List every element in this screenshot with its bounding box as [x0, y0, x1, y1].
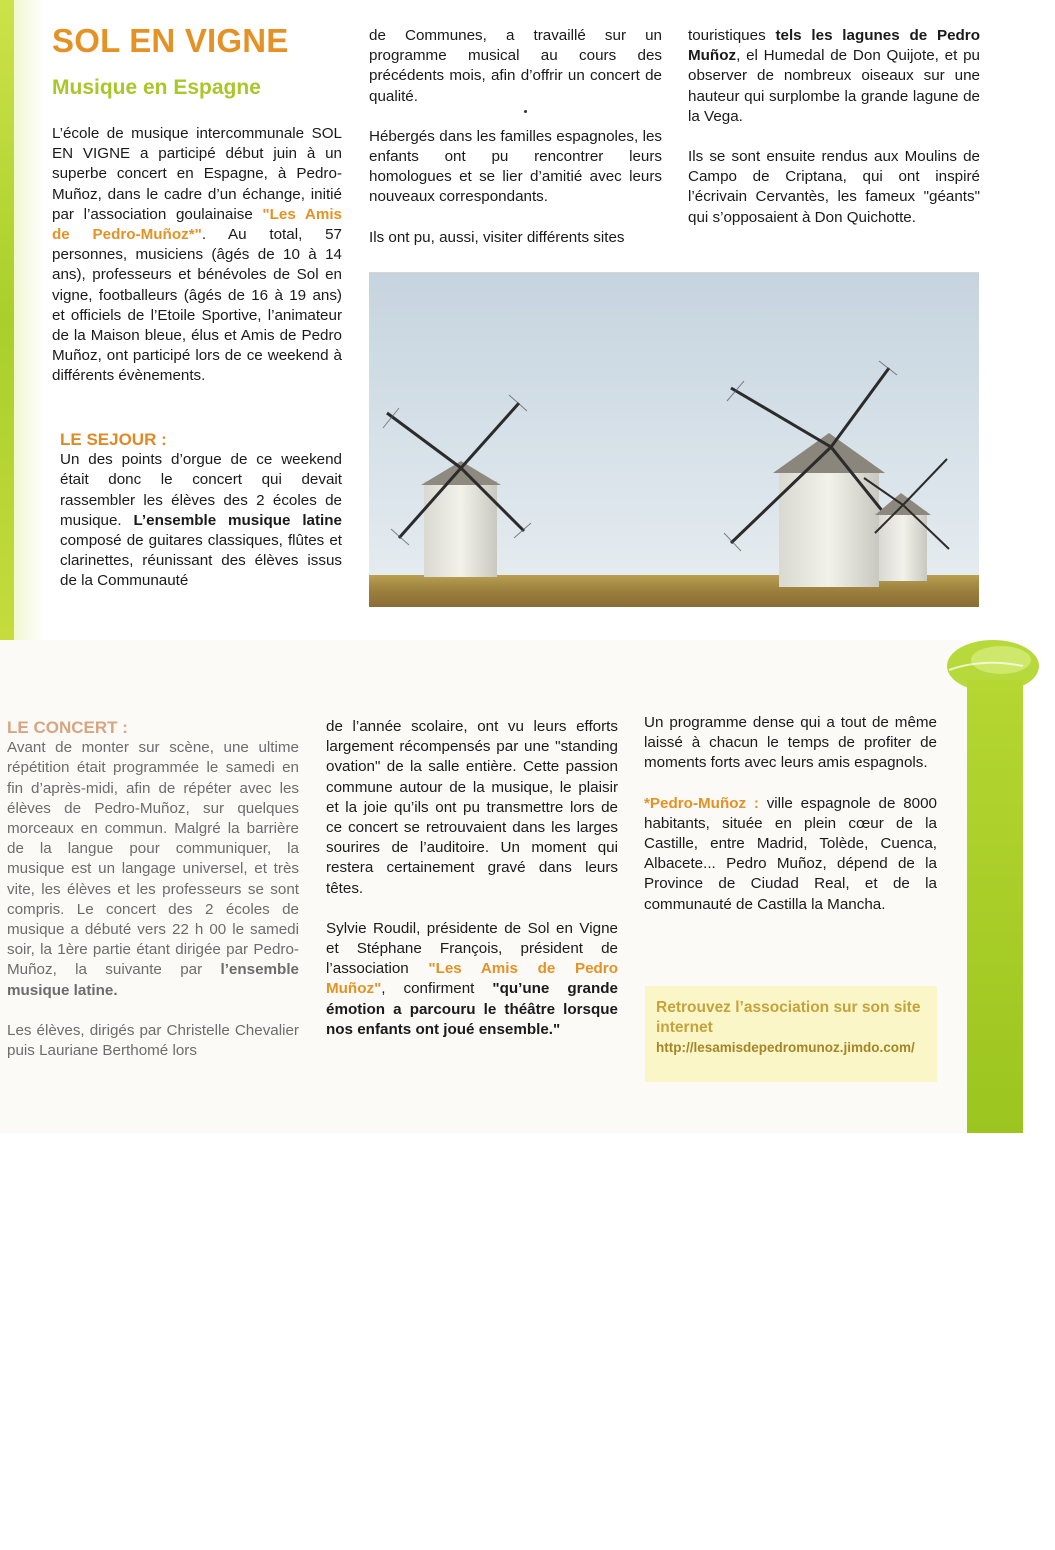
bottom-column-1 [7, 718, 299, 1061]
bottom-column-2 [326, 717, 618, 1040]
side-banner [967, 680, 1023, 1133]
article-title: SOL EN VIGNE [52, 22, 289, 59]
column-3 [688, 26, 980, 228]
concert-paragraph: Avant de monter sur scène, une ultime répétition était programmée le samedi en fin d’après-midi, afin de répéter avec les élèves de Pedro-Muñoz, sur quelques morceaux en commun. Malgré la barrière de la langue pour communiquer, la musique est un langage universel, et très vite, les élèves et les professeurs se sont compris. Le concert des 2 écoles de musique a débuté vers 22 h 00 le samedi soir, la 1ère partie étant dirigée par Pedro-Muñoz, la suivante par l’ensemble musique latine. [7, 739, 299, 999]
col2-paragraph-3: Ils ont pu, aussi, visiter différents sites [369, 228, 625, 246]
column-1 [52, 124, 342, 387]
concert-heading: LE CONCERT : [7, 718, 128, 737]
programme-paragraph: Un programme dense qui a tout de même laissé à chacun le temps de profiter de moments forts avec leurs amis espagnols. [644, 714, 937, 772]
website-link[interactable]: http://lesamisdepedromunoz.jimdo.com/ [656, 1040, 915, 1055]
pedro-munoz-note: *Pedro-Muñoz : ville espagnole de 8000 habitants, située en plein cœur de la Castille, entre Madrid, Tolède, Cuenca, Albacete... Pedro Muñoz, dépend de la Province de Ciudad Real, et de la communauté de Castilla la Mancha. [644, 794, 937, 913]
green-edge-bar [0, 0, 14, 640]
presidents-paragraph: Sylvie Roudil, présidente de Sol en Vigne et Stéphane François, président de l’association "Les Amis de Pedro Muñoz", confirment "qu’une grande émotion a parcouru le théâtre lorsque nos enfants ont joué ensemble." [326, 919, 618, 1038]
windmills-illustration [369, 273, 979, 607]
col3-paragraph-1: touristiques tels les lagunes de Pedro Muñoz, el Humedal de Don Quijote, et pu observer de nombreux oiseaux sur une hauteur qui surplombe la grande lagune de la Vega. [688, 27, 980, 125]
green-edge-glow [14, 0, 44, 640]
stray-dot [524, 110, 527, 113]
sejour-paragraph: Un des points d’orgue de ce weekend était donc le concert qui devait rassembler les élèves des 2 écoles de musique. L’ensemble musique latine composé de guitares classiques, flûtes et clarinettes, réunissant des élèves issus de la Communauté [60, 451, 342, 590]
intro-paragraph: L’école de musique intercommunale SOL EN VIGNE a participé début juin à un superbe concert en Espagne, à Pedro-Muñoz, dans le cadre d’un échange, initié par l’association goulainaise "Les Amis de Pedro-Muñoz*". Au total, 57 personnes, musiciens (âgés de 10 à 14 ans), professeurs et bénévoles de Sol en vigne, footballeurs (âgés de 16 à 19 ans) et officiels de l’Etoile Sportive, l’animateur de la Maison bleue, élus et Amis de Pedro Muñoz, ont participé lors de ce weekend à différents évènements. [52, 125, 342, 385]
article-subtitle: Musique en Espagne [52, 76, 261, 99]
col2-paragraph-1: de Communes, a travaillé sur un programme musical au cours des précédents mois, afin d’offrir un concert de qualité. [369, 27, 662, 105]
side-banner-title: Sèvre, Maine & Goulaine [1018, 1199, 1051, 1550]
ovation-paragraph: de l’année scolaire, ont vu leurs efforts largement récompensés par une "standing ovation" de la salle entière. Cette passion commune autour de la musique, le plaisir et la joie qu’ils ont pu transmettre lors de ce concert se retrouvaient dans les larges sourires de l’auditoire. Un moment qui restera certainement gravé dans leurs têtes. [326, 718, 618, 897]
sejour-heading: LE SEJOUR : [60, 430, 167, 449]
col2-paragraph-2: Hébergés dans les familles espagnoles, les enfants ont pu rencontrer leurs homologues et se lier d’amitié avec leurs nouveaux correspondants. [369, 127, 662, 206]
windmills-photo [369, 272, 979, 607]
bottom-column-3 [644, 713, 937, 915]
info-box-text: Retrouvez l’association sur son site internet http://lesamisdepedromunoz.jimdo.com/ [656, 998, 931, 1058]
sejour-section [60, 430, 342, 592]
association-name: "Les Amis de Pedro-Muñoz*" [52, 205, 342, 244]
concert-paragraph-2: Les élèves, dirigés par Christelle Chevalier puis Lauriane Berthomé lors [7, 1021, 299, 1060]
column-2 [369, 26, 662, 248]
website-info-box [645, 986, 937, 1082]
col3-paragraph-2: Ils se sont ensuite rendus aux Moulins de Campo de Criptana, qui ont inspiré l’écrivain Cervantès, les fameux "géants" qui s’opposaient à Don Quichotte. [688, 148, 980, 226]
